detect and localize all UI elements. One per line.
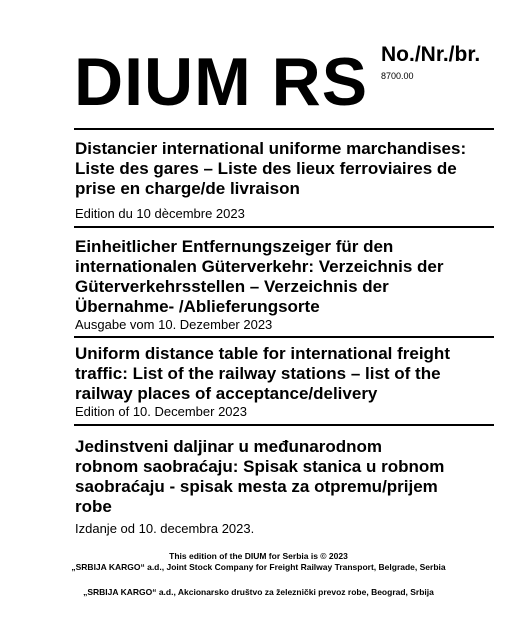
- heading-line: Einheitlicher Entfernungszeiger für den: [75, 237, 394, 256]
- heading-line: Jedinstveni daljinar u međunarodnom: [75, 437, 382, 456]
- document-title: DIUM RS: [74, 44, 369, 120]
- section-french: [75, 139, 500, 221]
- heading-line: Uniform distance table for international freight: [75, 344, 450, 363]
- section-heading: [75, 237, 500, 317]
- publisher-line-english: „SRBIJA KARGO“ a.d., Joint Stock Company for Freight Railway Transport, Belgrade, Serbia: [71, 562, 446, 572]
- number-value: 8700.00: [381, 71, 414, 81]
- heading-line: internationalen Güterverkehr: Verzeichnis der: [75, 257, 444, 276]
- heading-line: railway places of acceptance/delivery: [75, 384, 378, 403]
- edition-date: Izdanje od 10. decembra 2023.: [75, 521, 255, 536]
- heading-line: Distancier international uniforme marchandises:: [75, 139, 467, 158]
- heading-line: Übernahme- /Ablieferungsorte: [75, 297, 320, 316]
- edition-date: Ausgabe vom 10. Dezember 2023: [75, 317, 273, 332]
- section-heading: [75, 139, 500, 199]
- section-german: [75, 237, 500, 332]
- divider-rule: [74, 336, 494, 338]
- divider-rule: [74, 128, 494, 130]
- publisher-line-serbian: „SRBIJA KARGO“ a.d., Akcionarsko društvo za železnički prevoz robe, Beograd, Srbija: [83, 587, 434, 597]
- heading-line: Güterverkehrsstellen – Verzeichnis der: [75, 277, 389, 296]
- section-heading: [75, 437, 500, 517]
- divider-rule: [74, 424, 494, 426]
- section-heading: [75, 344, 500, 404]
- number-label: No./Nr./br.: [381, 43, 481, 66]
- heading-line: robe: [75, 497, 112, 516]
- heading-line: traffic: List of the railway stations – list of the: [75, 364, 441, 383]
- edition-date: Edition of 10. December 2023: [75, 404, 247, 419]
- heading-line: Liste des gares – Liste des lieux ferroviaires de: [75, 159, 457, 178]
- heading-line: saobraćaju - spisak mesta za otpremu/prijem: [75, 477, 438, 496]
- section-serbian: [75, 437, 500, 536]
- copyright-line: This edition of the DIUM for Serbia is © 2023: [169, 551, 348, 561]
- edition-date: Edition du 10 dècembre 2023: [75, 206, 245, 221]
- section-english: [75, 344, 500, 419]
- heading-line: robnom saobraćaju: Spisak stanica u robnom: [75, 457, 445, 476]
- divider-rule: [74, 226, 494, 228]
- heading-line: prise en charge/de livraison: [75, 179, 300, 198]
